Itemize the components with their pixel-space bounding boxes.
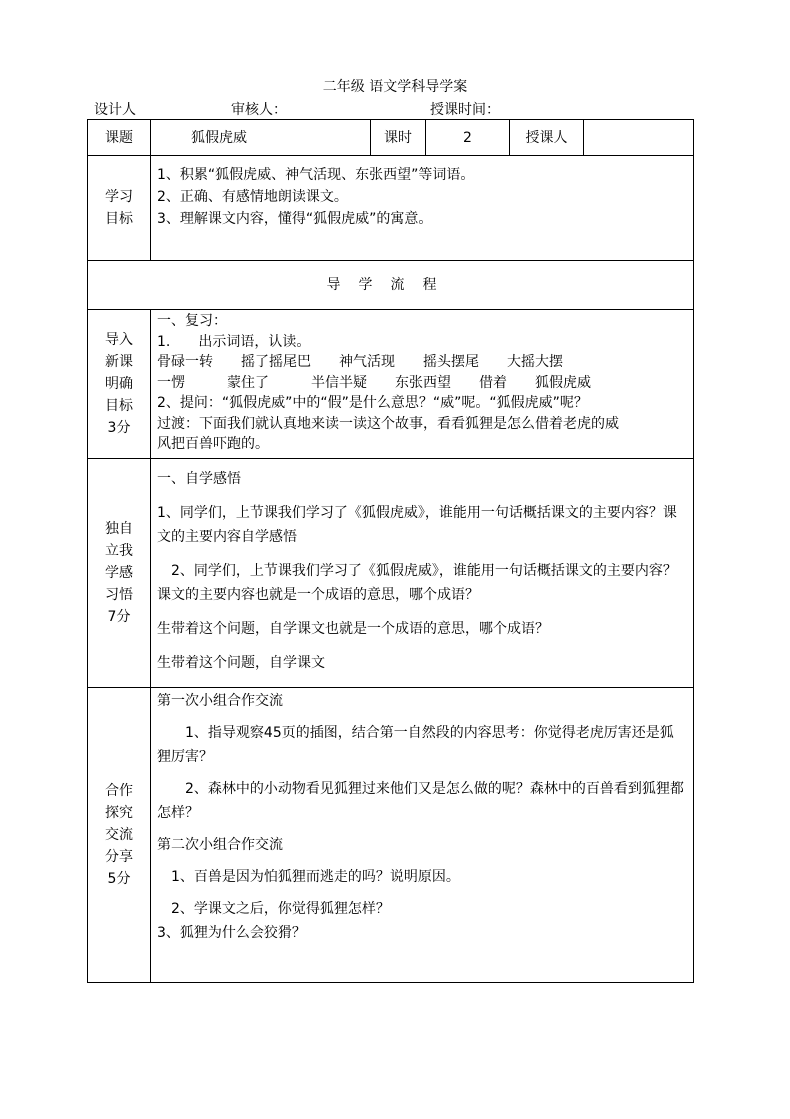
discussion-question: 3、狐狸为什么会狡猾？ xyxy=(157,925,306,941)
teacher-label: 授课人 xyxy=(510,120,584,156)
designer-label: 设计人 xyxy=(94,102,136,118)
transition-line: 过渡：下面我们就认真地来读一读这个故事，看看狐狸是怎么借着老虎的威 xyxy=(157,415,619,432)
document-title: 二年级 语文学科导学案 xyxy=(322,79,468,95)
lesson-time-label: 授课时间： xyxy=(430,102,500,118)
section-intro-content xyxy=(151,310,694,459)
discussion-question: 2、学课文之后，你觉得狐狸怎样？ xyxy=(171,901,390,917)
topic-row xyxy=(88,120,694,156)
section-selfstudy-label: 独自 立我 学感 习悟 7分 xyxy=(88,459,151,688)
group-discussion-heading-1: 第一次小组合作交流 xyxy=(157,693,283,709)
review-step: 1. 出示词语，认读。 xyxy=(157,333,311,350)
vocab-line-1: 骨碌一转 摇了摇尾巴 神气活现 摇头摆尾 大摇大摆 xyxy=(157,354,563,370)
hours-label: 课时 xyxy=(371,120,426,156)
goals-label: 学习 目标 xyxy=(88,156,151,261)
section-intro-label: 导入 新课 明确 目标 3分 xyxy=(88,310,151,459)
hours-value: 2 xyxy=(426,120,510,156)
transition-line-cont: 风把百兽吓跑的。 xyxy=(157,436,269,452)
selfstudy-heading: 一、自学感悟 xyxy=(157,471,241,487)
discussion-question: 1、百兽是因为怕狐狸而逃走的吗？说明原因。 xyxy=(171,869,460,885)
discussion-question: 2、森林中的小动物看见狐狸过来他们又是怎么做的呢？森林中的百兽看到狐狸都怎样？ xyxy=(157,781,684,821)
teacher-value xyxy=(584,120,694,156)
review-heading: 一、复习： xyxy=(157,313,227,329)
section-selfstudy-row xyxy=(88,459,694,688)
flow-title-row xyxy=(88,261,694,310)
section-cooperation-row xyxy=(88,688,694,983)
vocab-line-2: 一愣 蒙住了 半信半疑 东张西望 借着 狐假虎威 xyxy=(157,374,591,391)
selfstudy-para-3: 生带着这个问题，自学课文也就是一个成语的意思，哪个成语？ xyxy=(157,621,549,637)
section-intro-row xyxy=(88,310,694,459)
reviewer-label: 审核人： xyxy=(231,102,287,118)
goals-content xyxy=(151,156,694,261)
group-discussion-heading-2: 第二次小组合作交流 xyxy=(157,837,283,853)
question-line: 2、提问：“狐假虎威”中的“假”是什么意思？“威”呢。“狐假虎威”呢？ xyxy=(157,395,588,411)
section-cooperation-content xyxy=(151,688,694,983)
flow-title: 导学流程 xyxy=(88,261,694,310)
topic-value: 狐假虎威 xyxy=(151,120,371,156)
selfstudy-para-2: 2、同学们，上节课我们学习了《狐假虎威》，谁能用一句话概括课文的主要内容？课文的主要内容也就是一个成语的意思，哪个成语？ xyxy=(157,563,677,603)
discussion-question: 1、指导观察45页的插图，结合第一自然段的内容思考：你觉得老虎厉害还是狐狸厉害？ xyxy=(157,725,674,765)
goals-row xyxy=(88,156,694,261)
goal-item: 2、正确、有感情地朗读课文。 xyxy=(157,189,348,205)
section-selfstudy-content xyxy=(151,459,694,688)
goal-item: 3、理解课文内容，懂得“狐假虎威”的寓意。 xyxy=(157,211,433,227)
lesson-plan-table xyxy=(87,119,694,983)
topic-label: 课题 xyxy=(88,120,151,156)
selfstudy-para-4: 生带着这个问题，自学课文 xyxy=(157,655,325,671)
section-cooperation-label: 合作 探究 交流 分享 5分 xyxy=(88,688,151,983)
selfstudy-para-1: 1、同学们，上节课我们学习了《狐假虎威》，谁能用一句话概括课文的主要内容？课文的主要内容自学感悟 xyxy=(157,505,677,545)
goal-item: 1、积累“狐假虎威、神气活现、东张西望”等词语。 xyxy=(157,167,475,183)
